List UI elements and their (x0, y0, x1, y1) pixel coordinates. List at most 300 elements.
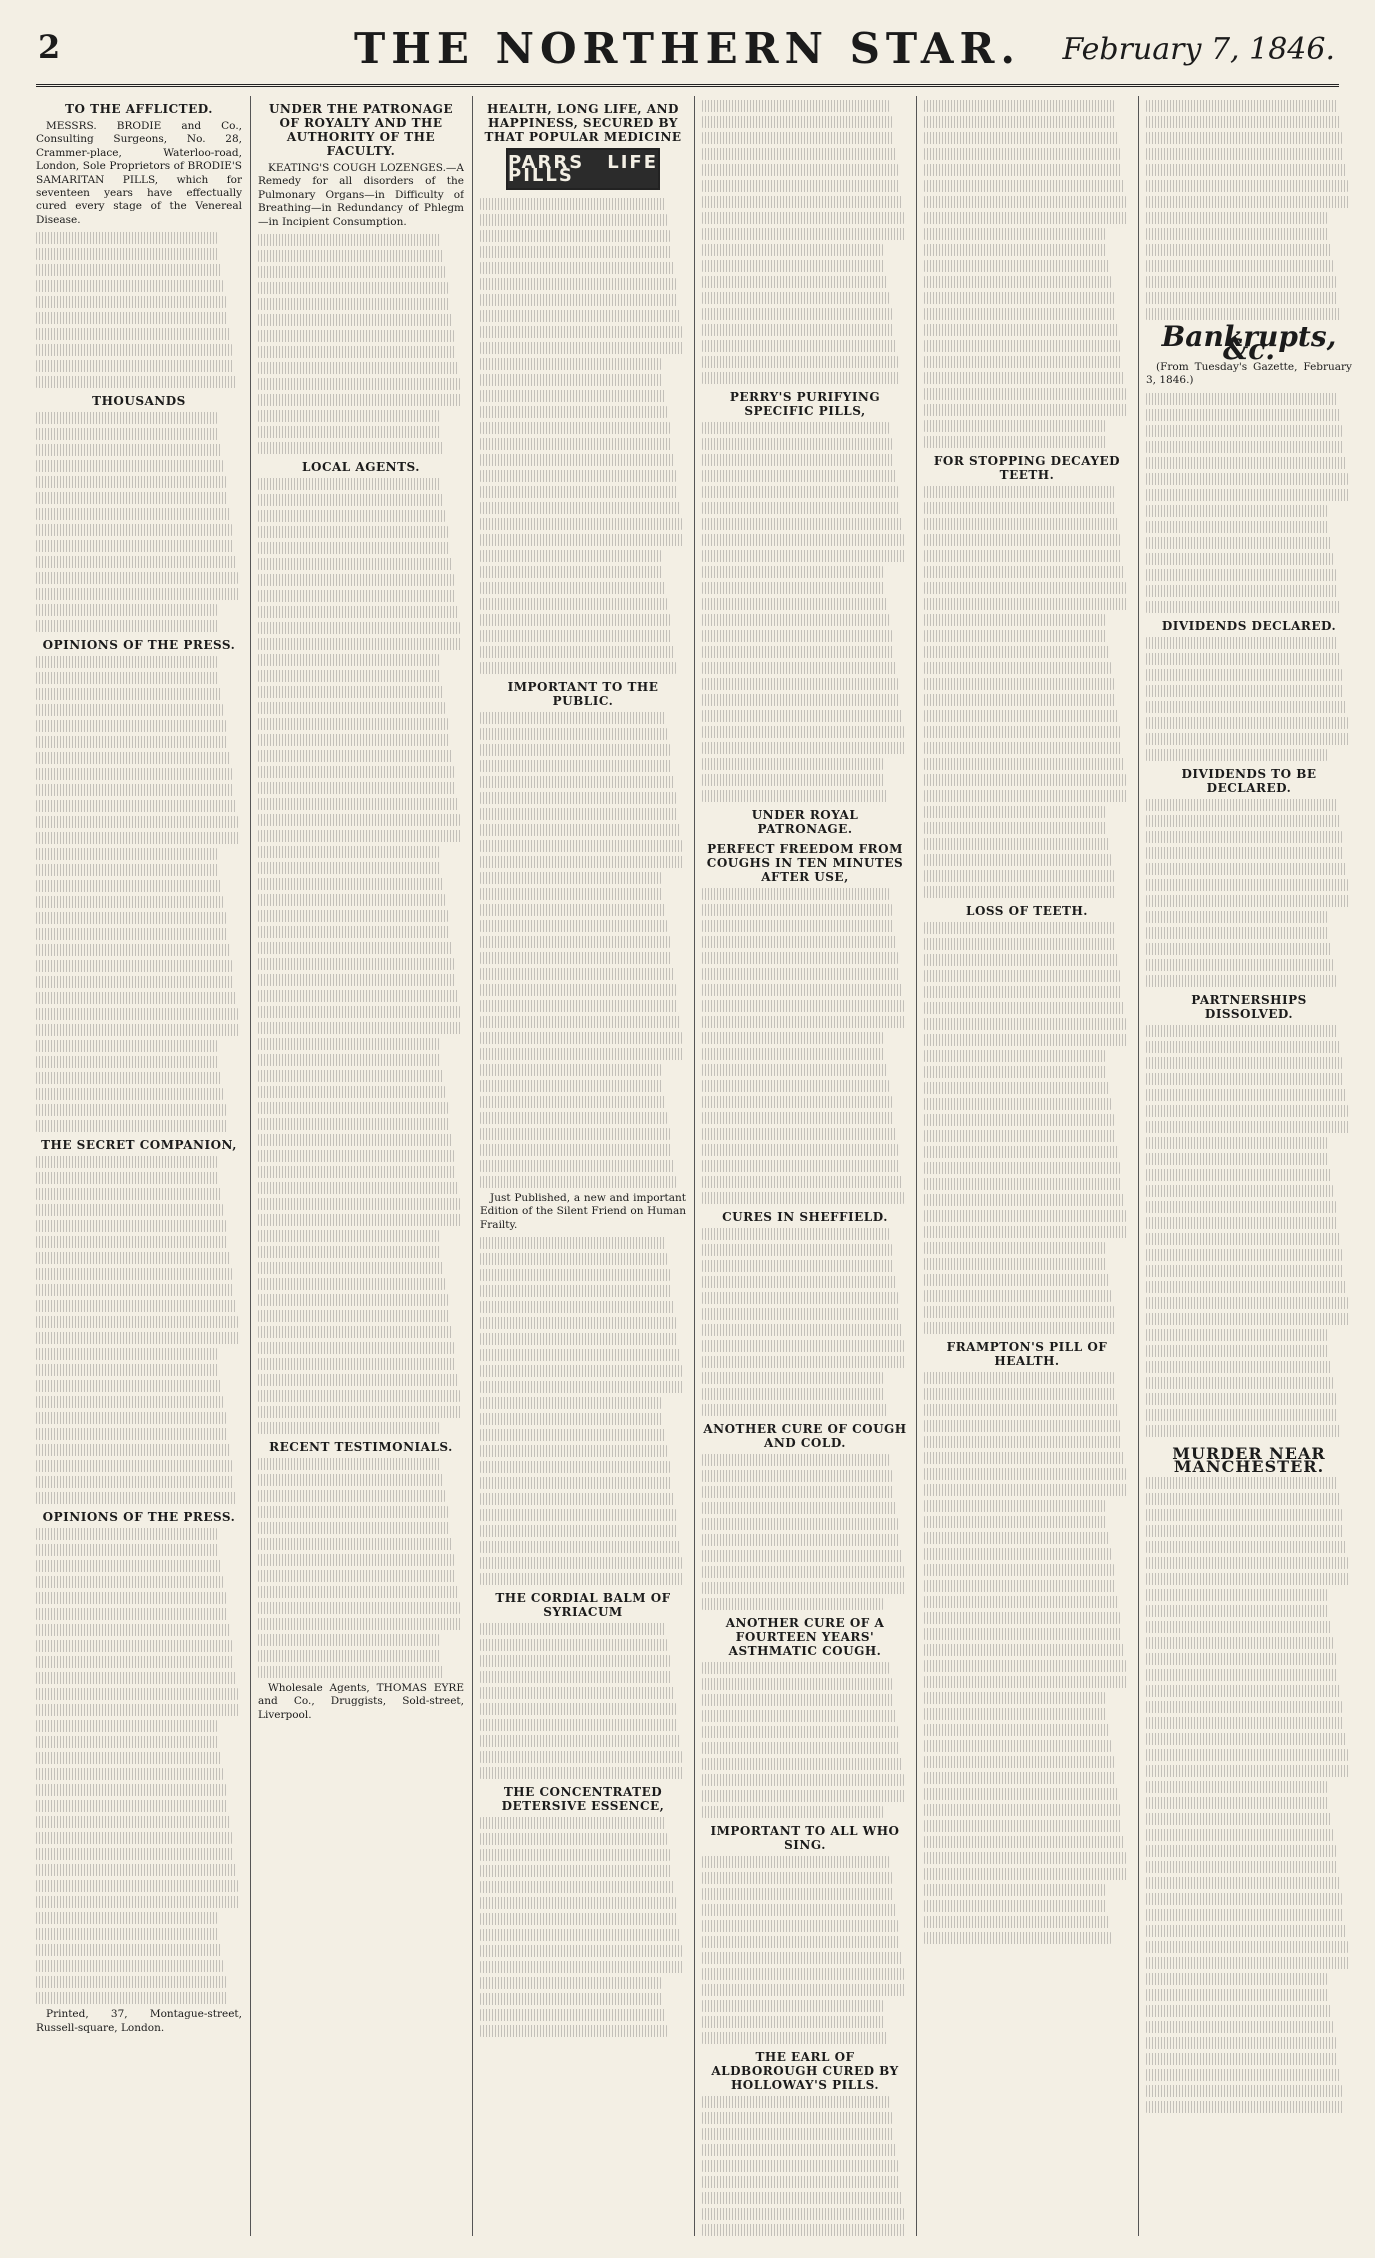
text-line (480, 1381, 684, 1393)
text-line (924, 1178, 1122, 1190)
article-body-lines (480, 198, 686, 674)
text-line (924, 566, 1124, 578)
text-line (924, 1580, 1116, 1592)
article-heading: TO THE AFFLICTED. (65, 102, 213, 116)
text-line (258, 1166, 456, 1178)
text-line (702, 1566, 904, 1578)
text-line (258, 1474, 443, 1486)
text-line (1146, 637, 1338, 649)
text-line (1146, 1637, 1333, 1649)
text-line (924, 164, 1122, 176)
text-line (36, 296, 226, 308)
text-line (924, 986, 1122, 998)
article-body-lines (924, 922, 1130, 1334)
text-line (36, 672, 219, 684)
text-line (702, 1758, 902, 1770)
text-line (258, 1522, 450, 1534)
article-body-lines (924, 100, 1130, 448)
text-line (1146, 1233, 1340, 1245)
text-line (36, 1008, 238, 1020)
text-line (1146, 1813, 1331, 1825)
text-line (258, 638, 462, 650)
text-line (924, 324, 1118, 336)
column-6 (1146, 96, 1352, 2236)
text-line (702, 2144, 896, 2156)
text-line (1146, 441, 1344, 453)
text-line (924, 1146, 1118, 1158)
article-heading: PERRY'S PURIFYING SPECIFIC PILLS, (729, 390, 881, 418)
text-line (1146, 1185, 1333, 1197)
article-heading: DIVIDENDS TO BE DECLARED. (1181, 766, 1317, 795)
text-line (1146, 1829, 1333, 1841)
text-line (480, 1128, 670, 1140)
text-line (1146, 879, 1348, 891)
text-line (36, 540, 234, 552)
text-line (702, 742, 906, 754)
text-line (480, 1096, 665, 1108)
text-line (702, 630, 892, 642)
text-line (36, 376, 236, 388)
article-body-lines (702, 1228, 908, 1416)
text-line (480, 1881, 674, 1893)
article-body-lines (924, 486, 1130, 898)
text-line (36, 1428, 228, 1440)
text-line (702, 1790, 906, 1802)
text-line (702, 1678, 892, 1690)
text-line (258, 1602, 460, 1614)
text-line (480, 712, 665, 724)
text-line (480, 1493, 674, 1505)
text-line (1146, 815, 1340, 827)
text-line (258, 814, 460, 826)
text-line (1146, 1957, 1350, 1969)
bankrupts-heading: Bankrupts, &c. (1161, 320, 1337, 367)
text-line (480, 246, 672, 258)
text-line (258, 1310, 450, 1322)
text-line (702, 1276, 896, 1288)
text-line (924, 1628, 1122, 1640)
text-line (36, 976, 234, 988)
text-line (258, 1246, 441, 1258)
text-line (258, 670, 441, 682)
text-line (480, 614, 670, 626)
text-line (1146, 1989, 1329, 2001)
text-line (702, 952, 898, 964)
text-line (36, 1592, 226, 1604)
text-line (1146, 1781, 1327, 1793)
text-line (924, 1596, 1118, 1608)
text-line (480, 406, 667, 418)
text-line (924, 662, 1111, 674)
text-line (924, 116, 1116, 128)
text-line (480, 1333, 678, 1345)
text-line (924, 1676, 1128, 1688)
text-line (258, 1038, 439, 1050)
text-line (36, 1608, 228, 1620)
text-line (702, 646, 894, 658)
text-line (258, 1458, 441, 1470)
text-line (924, 1242, 1105, 1254)
text-line (924, 742, 1122, 754)
text-line (480, 1557, 682, 1569)
text-line (702, 1598, 883, 1610)
text-line (36, 992, 236, 1004)
text-line (480, 1365, 682, 1377)
text-line (480, 1144, 672, 1156)
text-line (480, 1413, 663, 1425)
text-line (258, 558, 452, 570)
text-line (702, 1968, 904, 1980)
text-line (702, 1260, 894, 1272)
text-line (702, 1308, 900, 1320)
text-line (258, 526, 448, 538)
text-line (480, 776, 674, 788)
text-line (1146, 425, 1342, 437)
text-line (480, 1833, 667, 1845)
text-line (480, 1509, 676, 1521)
text-line (702, 662, 896, 674)
text-line (258, 1342, 454, 1354)
text-line (480, 1977, 661, 1989)
text-line (258, 1570, 456, 1582)
article-heading: LOSS OF TEETH. (966, 904, 1088, 918)
text-line (258, 590, 456, 602)
text-line (924, 1034, 1128, 1046)
text-line (702, 1112, 894, 1124)
text-line (1146, 260, 1333, 272)
text-line (258, 510, 445, 522)
text-line (702, 356, 898, 368)
text-line (1146, 1605, 1329, 1617)
text-line (258, 894, 445, 906)
column-divider (694, 96, 695, 2236)
text-line (924, 1500, 1105, 1512)
text-line (480, 904, 665, 916)
text-line (1146, 473, 1348, 485)
text-line (480, 1817, 665, 1829)
text-line (702, 308, 892, 320)
text-line (1146, 164, 1346, 176)
text-line (480, 1445, 667, 1457)
text-line (480, 872, 661, 884)
text-line (702, 694, 900, 706)
text-line (924, 1372, 1114, 1384)
text-line (36, 1656, 234, 1668)
text-line (702, 758, 883, 770)
text-line (36, 1624, 230, 1636)
text-line (1146, 1409, 1338, 1421)
text-line (480, 582, 665, 594)
text-line (924, 1612, 1120, 1624)
text-line (480, 936, 670, 948)
text-line (36, 328, 230, 340)
text-line (1146, 1169, 1331, 1181)
text-line (480, 1477, 672, 1489)
text-line (36, 556, 236, 568)
text-line (480, 1048, 684, 1060)
text-line (36, 704, 223, 716)
text-line (258, 1230, 439, 1242)
text-line (702, 1936, 900, 1948)
article-heading: OPINIONS OF THE PRESS. (42, 1510, 236, 1525)
text-line (36, 344, 232, 356)
text-line (702, 920, 894, 932)
text-line (480, 1913, 678, 1925)
text-line (480, 1176, 676, 1188)
text-line (1146, 1893, 1342, 1905)
text-line (258, 1118, 450, 1130)
text-line (924, 292, 1114, 304)
text-line (480, 1687, 674, 1699)
newspaper-title: THE NORTHERN STAR. (354, 24, 1021, 73)
text-line (702, 678, 898, 690)
text-line (924, 1692, 1105, 1704)
text-line (258, 1490, 445, 1502)
text-line (924, 1420, 1120, 1432)
text-line (258, 1666, 443, 1678)
text-line (480, 662, 676, 674)
text-line (36, 1784, 226, 1796)
text-line (924, 1194, 1124, 1206)
article-body-lines (1146, 1025, 1352, 1437)
text-line (702, 2128, 894, 2140)
text-line (1146, 927, 1329, 939)
text-line (924, 646, 1109, 658)
text-line (1146, 2005, 1331, 2017)
text-line (924, 790, 1128, 802)
article-text: KEATING'S COUGH LOZENGES.—A Remedy for all disorders of the Pulmonary Organs—in Difficulty of Breathing—in Redundancy of Phlegm—in Incipient Consumption. (258, 162, 464, 228)
text-line (1146, 1925, 1346, 1937)
text-line (702, 276, 887, 288)
text-line (1146, 1057, 1342, 1069)
text-line (480, 984, 676, 996)
text-line (702, 1694, 894, 1706)
text-line (1146, 1393, 1336, 1405)
article-heading: UNDER THE PATRONAGE OF ROYALTY AND THE AUTHORITY OF THE FACULTY. (268, 102, 454, 158)
text-line (258, 1390, 460, 1402)
text-line (702, 2096, 889, 2108)
text-line (702, 1340, 904, 1352)
text-line (480, 198, 665, 210)
text-line (702, 710, 902, 722)
text-line (36, 832, 240, 844)
text-line (1146, 1153, 1329, 1165)
text-line (702, 1176, 902, 1188)
text-line (1146, 1669, 1338, 1681)
text-line (702, 2208, 904, 2220)
article-heading: THE SECRET COMPANION, (41, 1138, 237, 1153)
text-line (480, 1703, 676, 1715)
text-line (924, 518, 1118, 530)
article-heading: HEALTH, LONG LIFE, AND HAPPINESS, SECURED BY THAT POPULAR MEDICINE (484, 102, 682, 144)
text-line (702, 1292, 898, 1304)
text-line (1146, 1121, 1350, 1133)
text-line (702, 1356, 906, 1368)
text-line (1146, 1797, 1329, 1809)
text-line (702, 1454, 889, 1466)
text-line (480, 1269, 670, 1281)
article-heading: DIVIDENDS DECLARED. (1161, 618, 1337, 633)
text-line (924, 260, 1109, 272)
text-line (480, 1945, 682, 1957)
text-line (924, 1322, 1116, 1334)
text-line (480, 502, 680, 514)
text-line (924, 886, 1116, 898)
text-line (36, 736, 228, 748)
text-line (480, 1349, 680, 1361)
text-line (702, 1032, 883, 1044)
text-line (258, 1374, 458, 1386)
text-line (36, 1396, 223, 1408)
article-body-lines (480, 712, 686, 1188)
text-line (36, 1380, 221, 1392)
article-body-lines (36, 656, 242, 1132)
column-4 (702, 96, 908, 2236)
text-line (1146, 911, 1327, 923)
text-line (480, 2009, 665, 2021)
text-line (36, 1332, 240, 1344)
text-line (702, 180, 900, 192)
text-line (924, 970, 1120, 982)
text-line (258, 1278, 445, 1290)
text-line (258, 1618, 462, 1630)
text-line (258, 1054, 441, 1066)
text-line (1146, 1941, 1348, 1953)
text-line (924, 1066, 1107, 1078)
text-line (1146, 393, 1338, 405)
column-1 (36, 96, 242, 2236)
text-line (924, 356, 1122, 368)
text-line (36, 1544, 219, 1556)
article-heading: PARTNERSHIPS DISSOLVED. (1191, 992, 1307, 1021)
text-line (480, 1671, 672, 1683)
text-line (1146, 1073, 1344, 1085)
text-line (702, 1952, 902, 1964)
text-line (924, 774, 1126, 786)
text-line (1146, 489, 1350, 501)
text-line (1146, 2085, 1342, 2097)
text-line (36, 1800, 228, 1812)
text-line (1146, 1749, 1348, 1761)
text-line (924, 614, 1105, 626)
text-line (258, 1422, 439, 1434)
article-heading: ANOTHER CURE OF A FOURTEEN YEARS' ASTHMATIC COUGH. (725, 1616, 885, 1658)
text-line (480, 1735, 680, 1747)
text-line (702, 790, 887, 802)
text-line (480, 728, 667, 740)
text-line (258, 314, 452, 326)
text-line (1146, 1329, 1327, 1341)
text-line (1146, 701, 1346, 713)
article-heading: IMPORTANT TO ALL WHO SING. (710, 1824, 900, 1852)
text-line (1146, 1765, 1350, 1777)
text-line (924, 486, 1114, 498)
text-line (1146, 1361, 1331, 1373)
text-line (36, 928, 228, 940)
text-line (480, 646, 674, 658)
text-line (480, 1719, 678, 1731)
text-line (1146, 1025, 1338, 1037)
text-line (924, 1532, 1109, 1544)
text-line (924, 1050, 1105, 1062)
text-line (36, 1172, 219, 1184)
text-line (258, 782, 456, 794)
text-line (702, 1888, 894, 1900)
text-line (480, 1993, 663, 2005)
text-line (258, 346, 456, 358)
text-line (702, 1710, 896, 1722)
article-heading: FOR STOPPING DECAYED TEETH. (933, 454, 1121, 482)
text-line (924, 1756, 1114, 1768)
text-line (1146, 669, 1342, 681)
article-body-lines (702, 1454, 908, 1610)
text-line (702, 1228, 889, 1240)
text-line (702, 1904, 896, 1916)
text-line (924, 694, 1116, 706)
text-line (702, 2032, 887, 2044)
text-line (702, 726, 904, 738)
text-line (258, 426, 441, 438)
article-text: MESSRS. BRODIE and Co., Consulting Surgeons, No. 28, Crammer-place, Waterloo-road, London, Sole Proprietors of BRODIE'S SAMARITAN PILLS, which for seventeen years have effectually cured every stage of the Venereal Disease. (36, 120, 242, 226)
text-line (1146, 895, 1350, 907)
article-body-lines (36, 1156, 242, 1504)
text-line (36, 1220, 226, 1232)
text-line (702, 1000, 904, 1012)
article-body-lines (702, 2096, 908, 2236)
text-line (480, 1639, 667, 1651)
text-line (36, 1056, 219, 1068)
text-line (36, 492, 228, 504)
logo-text: PARRS LIFE PILLS (508, 151, 658, 186)
text-line (1146, 244, 1331, 256)
text-line (258, 478, 441, 490)
text-line (1146, 863, 1346, 875)
text-line (1146, 1877, 1340, 1889)
text-line (36, 476, 226, 488)
text-line (36, 1688, 238, 1700)
text-line (702, 100, 889, 112)
text-line (702, 1244, 892, 1256)
text-line (1146, 1845, 1336, 1857)
text-line (258, 362, 458, 374)
text-line (36, 1560, 221, 1572)
issue-date: February 7, 1846. (1062, 32, 1335, 67)
text-line (258, 942, 452, 954)
text-line (702, 598, 887, 610)
text-line (702, 1518, 898, 1530)
text-line (258, 734, 450, 746)
text-line (480, 422, 670, 434)
text-line (258, 1358, 456, 1370)
text-line (480, 1865, 672, 1877)
text-line (36, 1736, 219, 1748)
parrs-life-pills-logo (506, 148, 660, 190)
text-line (924, 1484, 1128, 1496)
text-line (1146, 717, 1348, 729)
article-heading: OPINIONS OF THE PRESS. (42, 638, 236, 653)
text-line (480, 1160, 674, 1172)
text-line (258, 494, 443, 506)
text-line (480, 1301, 674, 1313)
text-line (924, 420, 1105, 432)
text-line (258, 862, 441, 874)
text-line (702, 1486, 894, 1498)
text-line (1146, 1589, 1327, 1601)
text-line (36, 1252, 230, 1264)
text-line (924, 1018, 1126, 1030)
text-line (702, 164, 898, 176)
text-line (1146, 1717, 1344, 1729)
